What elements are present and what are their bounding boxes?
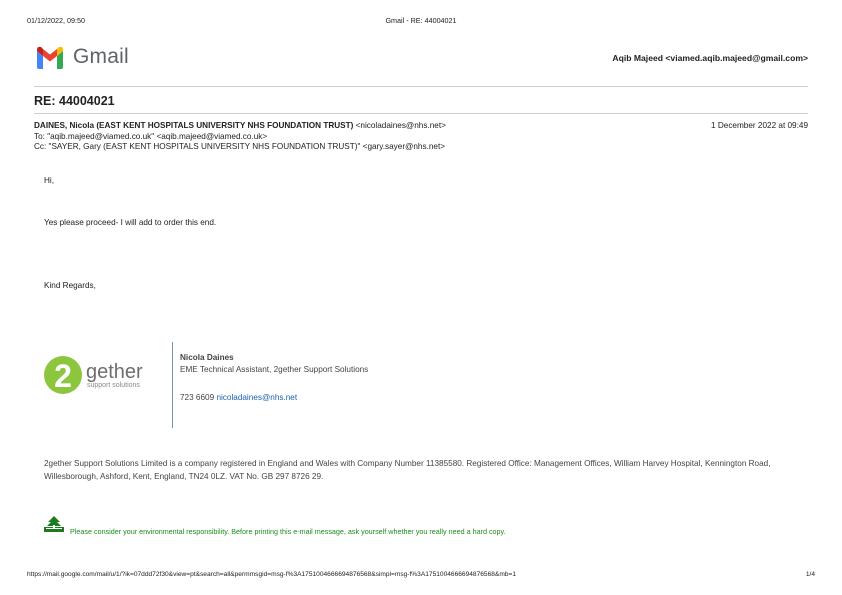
email-signature (44, 342, 444, 428)
page-number: 1/4 (805, 571, 815, 578)
email-subject: RE: 44004021 (34, 94, 115, 108)
logo-tagline: support solutions (87, 382, 140, 389)
account-label: Aqib Majeed <viamed.aqib.majeed@gmail.com> (612, 53, 808, 63)
signature-divider (172, 342, 173, 428)
divider (34, 86, 808, 87)
company-logo (44, 355, 164, 402)
gmail-m-icon (35, 46, 65, 69)
tree-icon (44, 516, 64, 537)
print-title: Gmail - RE: 44004021 (385, 16, 457, 25)
sender-name: DAINES, Nicola (EAST KENT HOSPITALS UNIVERSITY NHS FOUNDATION TRUST) (34, 121, 354, 130)
gmail-logo (35, 44, 129, 70)
message-body: Yes please proceed- I will add to order this end. (44, 218, 217, 227)
legal-disclaimer: 2gether Support Solutions Limited is a company registered in England and Wales with Company Number 11385580. Registered Office: Management Offices, William Harvey Hospital, Kennington Road, Willesborough, Ashford, Kent, England, TN24 0LZ. VAT No. GB 297 8726 29. (44, 459, 771, 481)
logo-word: gether (86, 361, 143, 383)
signature-name: Nicola Daines (180, 353, 234, 362)
closing: Kind Regards, (44, 281, 96, 290)
print-footer (27, 571, 815, 578)
signature-title: EME Technical Assistant, 2gether Support Solutions (180, 365, 369, 374)
greeting: Hi, (44, 176, 55, 185)
logo-number: 2 (54, 358, 72, 394)
sender-line (34, 121, 808, 132)
gmail-wordmark: Gmail (73, 45, 129, 68)
sender-email: <nicoladaines@nhs.net> (355, 121, 446, 130)
message-header (34, 121, 808, 153)
signature-email-link[interactable]: nicoladaines@nhs.net (216, 393, 298, 402)
environment-notice (44, 516, 506, 537)
signature-phone: 723 6609 (180, 393, 215, 402)
signature-details (180, 353, 368, 402)
print-datetime: 01/12/2022, 09:50 (27, 16, 85, 25)
to-line: To: "aqib.majeed@viamed.co.uk" <aqib.majeed@viamed.co.uk> (34, 131, 268, 141)
page-url: https://mail.google.com/mail/u/1/?ik=07ddd72f30&view=pt&search=all&permmsgid=msg-f%3A1751004666694876568&simpl=msg-f%3A1751004666694876568&mb=1 (27, 571, 516, 578)
divider (34, 113, 808, 114)
signature-contact (180, 393, 368, 402)
environment-message: Please consider your environmental responsibility. Before printing this e-mail message, ask yourself whether you really need a hard copy. (70, 527, 506, 536)
cc-line: Cc: "SAYER, Gary (EAST KENT HOSPITALS UNIVERSITY NHS FOUNDATION TRUST)" <gary.sayer@nhs.net> (34, 142, 446, 151)
message-date: 1 December 2022 at 09:49 (711, 121, 808, 130)
print-header (27, 16, 815, 26)
